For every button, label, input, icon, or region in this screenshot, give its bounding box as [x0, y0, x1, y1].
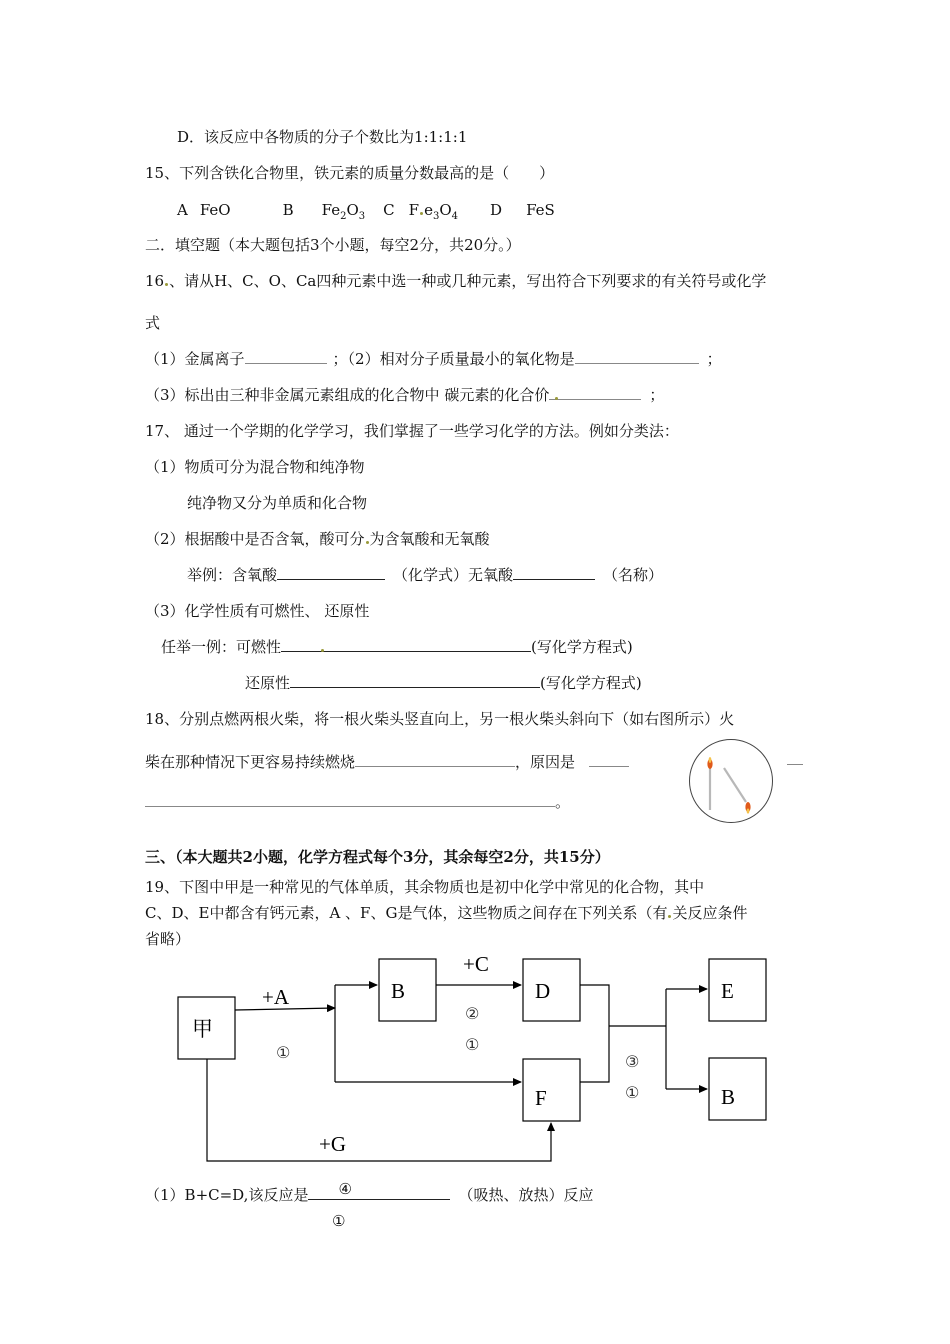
node-b2-label: B [721, 1085, 736, 1109]
q17-example: 举例：含氧酸 （化学式）无氧酸 （名称） [187, 566, 664, 584]
section3-title: 三、（本大题共2小题，化学方程式每个3分，其余每空2分，共15分） [145, 848, 610, 866]
q18-line1: 18、分别点燃两根火柴，将一根火柴头竖直向上，另一根火柴头斜向下（如右图所示）火 [145, 710, 735, 728]
node-d [523, 959, 580, 1021]
q17-part2: （2）根据酸中是否含氧，酸可分 为含氧酸和无氧酸 [145, 530, 490, 548]
q19-line2: C、D、E中都含有钙元素，A 、F、G是气体，这些物质之间存在下列关系（有 关反应条件 [145, 904, 748, 922]
node-e [709, 959, 766, 1021]
q17-part3: （3）化学性质有可燃性、 还原性 [145, 602, 370, 620]
q17-reducing: 还原性 (写化学方程式) [245, 674, 642, 692]
q16-stem: 16 、请从H、C、O、Ca四种元素中选一种或几种元素，写出符合下列要求的有关符号或化学 [145, 272, 767, 290]
section2-title: 二．填空题（本大题包括3个小题，每空2分，共20分。） [145, 236, 521, 254]
node-b1-label: B [391, 979, 406, 1003]
q15-option-c-formula: F $e_3O_4$ [408, 201, 459, 222]
mark-4: ③ [625, 1052, 640, 1071]
q15-option-b-formula: $Fe_2O_3$ [321, 201, 366, 222]
op-c-label: +C [463, 952, 489, 976]
q15-option-a-formula: FeO [199, 201, 231, 219]
node-f-label: F [535, 1086, 547, 1110]
q19-sub1: （1）B+C=D,该反应是 ④ （吸热、放热）反应 [145, 1180, 594, 1204]
edge-d-f-merge [580, 985, 609, 1082]
node-b1 [379, 959, 436, 1021]
edge-jia-to-f [207, 1059, 551, 1161]
q18-line2: 柴在那种情况下更容易持续燃烧 ，原因是 [145, 752, 629, 772]
q17-combustible: 任举一例：可燃性 (写化学方程式) [161, 638, 633, 656]
q16-stem-cont: 式 [145, 314, 161, 332]
mark-2: ② [465, 1004, 480, 1023]
q17-part1b: 纯净物又分为单质和化合物 [187, 494, 368, 512]
mark-3: ① [465, 1035, 480, 1054]
op-a-label: +A [262, 985, 290, 1009]
blank-mark: ④ [338, 1180, 352, 1198]
q16-part3: （3）标出由三种非金属元素组成的化合物中 碳元素的化合价 ； [145, 386, 665, 404]
mark-1: ① [276, 1043, 291, 1062]
mark-5: ① [625, 1083, 640, 1102]
q15-option-d-formula: FeS [526, 201, 555, 219]
q15-option-b-letter: B [282, 201, 294, 219]
q15-option-d-letter: D [490, 201, 503, 219]
answer-blank[interactable] [308, 1180, 450, 1200]
op-g-label: +G [319, 1132, 347, 1156]
node-b2 [709, 1058, 766, 1120]
q19-sub1-mark2: ① [332, 1212, 346, 1230]
node-e-label: E [721, 979, 734, 1003]
node-f [523, 1059, 580, 1121]
q16-part1: （1）金属离子 ；（2）相对分子质量最小的氧化物是 ； [145, 350, 722, 368]
q15-option-c-letter: C [383, 201, 395, 219]
q15-option-a-letter: A [177, 201, 188, 219]
q19-line3: 省略） [145, 930, 191, 948]
q15-stem: 15、下列含铁化合物里，铁元素的质量分数最高的是（ ） [145, 164, 555, 182]
q17-stem: 17、 通过一个学期的化学学习，我们掌握了一些学习化学的方法。例如分类法： [145, 422, 679, 440]
q19-line1: 19、下图中甲是一种常见的气体单质，其余物质也是初中化学中常见的化合物，其中 [145, 878, 705, 896]
q14-option-d: D．该反应中各物质的分子个数比为1:1:1:1 [177, 128, 468, 146]
node-jia-label: 甲 [192, 1017, 213, 1041]
q17-part1: （1）物质可分为混合物和纯净物 [145, 458, 365, 476]
node-d-label: D [535, 979, 551, 1003]
q18-line3: 。 [145, 792, 570, 812]
